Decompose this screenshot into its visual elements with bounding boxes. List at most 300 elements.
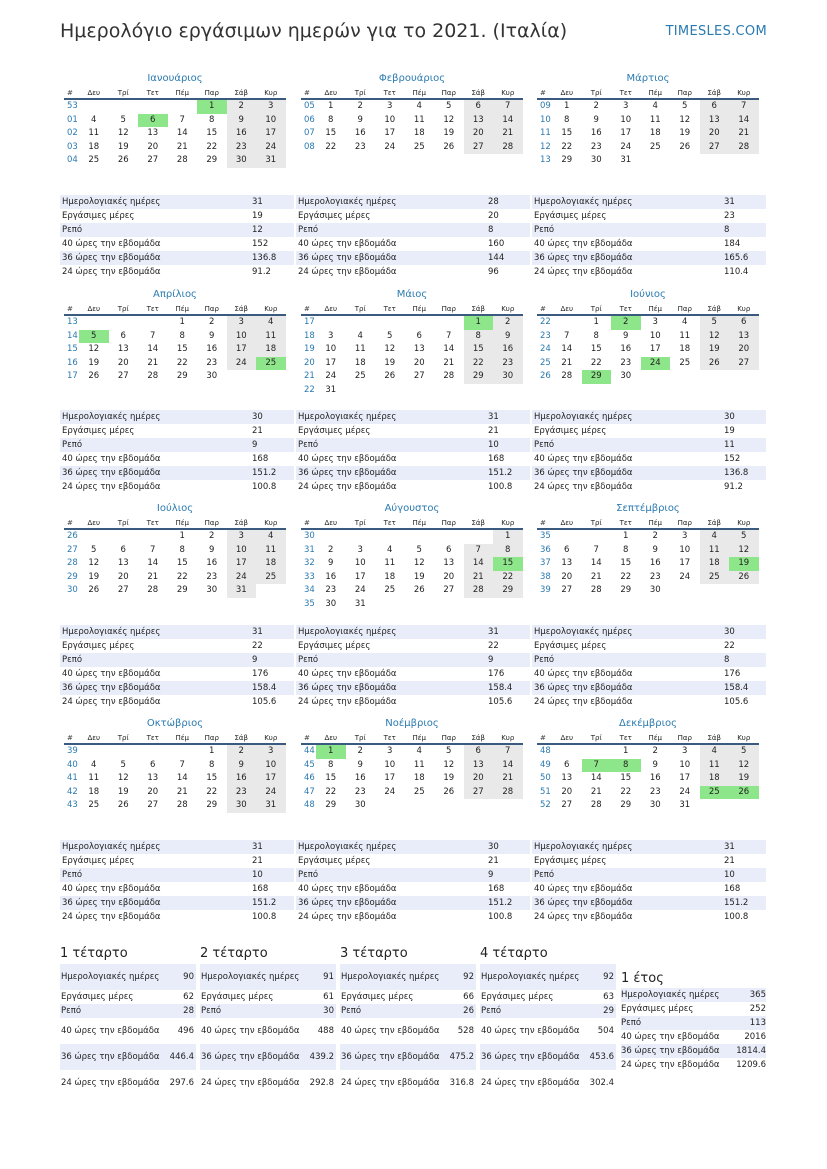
calendar-day[interactable]: 4 (256, 316, 286, 330)
calendar-day[interactable]: 15 (620, 558, 632, 568)
calendar-day[interactable]: 6 (416, 330, 422, 341)
calendar-day[interactable]: 18 (88, 141, 100, 152)
calendar-day[interactable]: 7 (593, 544, 599, 555)
calendar-day[interactable]: 17 (649, 344, 661, 354)
calendar-day[interactable]: 20 (147, 786, 159, 797)
calendar-day[interactable]: 11 (679, 330, 691, 341)
calendar-day[interactable]: 24 (620, 141, 632, 152)
calendar-day[interactable]: 29 (206, 800, 218, 810)
calendar-day[interactable]: 10 (679, 544, 691, 555)
calendar-day[interactable]: 13 (413, 344, 425, 354)
calendar-day[interactable]: 5 (387, 330, 393, 341)
calendar-day[interactable]: 3 (682, 746, 688, 756)
calendar-day[interactable]: 27 (561, 585, 573, 595)
calendar-day[interactable]: 13 (700, 114, 730, 128)
calendar-day[interactable]: 21 (176, 786, 188, 797)
calendar-day[interactable]: 11 (384, 558, 396, 568)
calendar-day[interactable]: 10 (384, 114, 396, 125)
calendar-day[interactable]: 25 (256, 571, 286, 585)
calendar-day[interactable]: 23 (590, 141, 602, 152)
calendar-day[interactable]: 4 (416, 746, 422, 756)
calendar-day[interactable]: 6 (150, 759, 156, 770)
calendar-day[interactable]: 13 (561, 558, 573, 568)
calendar-day[interactable]: 11 (256, 330, 286, 344)
calendar-day[interactable]: 27 (464, 786, 494, 800)
calendar-day[interactable]: 22 (325, 786, 337, 797)
calendar-day[interactable]: 7 (564, 330, 570, 341)
calendar-day[interactable]: 26 (679, 141, 691, 152)
calendar-day[interactable]: 14 (147, 558, 159, 568)
calendar-day[interactable]: 5 (682, 101, 688, 111)
calendar-day[interactable]: 13 (147, 128, 159, 138)
calendar-day[interactable]: 10 (227, 330, 257, 344)
calendar-day[interactable]: 12 (384, 344, 396, 354)
calendar-day[interactable]: 8 (209, 114, 215, 125)
calendar-day[interactable]: 28 (729, 141, 759, 155)
calendar-day[interactable]: 18 (413, 773, 425, 783)
calendar-day[interactable]: 20 (443, 571, 455, 582)
calendar-day[interactable]: 17 (227, 343, 257, 357)
calendar-day[interactable]: 21 (590, 571, 602, 582)
calendar-day[interactable]: 31 (256, 154, 286, 168)
calendar-day[interactable]: 30 (354, 800, 366, 810)
calendar-day[interactable]: 14 (493, 114, 523, 128)
calendar-day[interactable]: 12 (443, 759, 455, 770)
calendar-day[interactable]: 20 (117, 571, 129, 582)
calendar-day[interactable]: 29 (464, 370, 494, 384)
calendar-day[interactable]: 30 (206, 585, 218, 595)
calendar-day[interactable]: 19 (88, 571, 100, 582)
calendar-day[interactable]: 17 (679, 558, 691, 568)
calendar-day[interactable]: 17 (620, 128, 632, 138)
holiday-day[interactable]: 2 (611, 316, 641, 330)
calendar-day[interactable]: 26 (384, 371, 396, 381)
calendar-day[interactable]: 24 (384, 141, 396, 152)
calendar-day[interactable]: 11 (88, 773, 100, 783)
holiday-day[interactable]: 25 (700, 786, 730, 800)
calendar-day[interactable]: 13 (443, 558, 455, 568)
calendar-day[interactable]: 2 (593, 101, 599, 111)
calendar-day[interactable]: 1 (564, 101, 570, 111)
calendar-day[interactable]: 26 (88, 371, 100, 381)
calendar-day[interactable]: 20 (729, 343, 759, 357)
calendar-day[interactable]: 4 (387, 544, 393, 555)
calendar-day[interactable]: 16 (325, 571, 337, 582)
calendar-day[interactable]: 1 (593, 317, 599, 327)
calendar-day[interactable]: 27 (561, 800, 573, 810)
calendar-day[interactable]: 16 (354, 128, 366, 138)
calendar-day[interactable]: 18 (384, 571, 396, 582)
calendar-day[interactable]: 7 (150, 544, 156, 555)
calendar-day[interactable]: 20 (413, 357, 425, 368)
calendar-day[interactable]: 28 (147, 371, 159, 381)
calendar-day[interactable]: 12 (679, 114, 691, 125)
calendar-day[interactable]: 19 (384, 357, 396, 368)
calendar-day[interactable]: 26 (700, 357, 730, 371)
calendar-day[interactable]: 19 (700, 343, 730, 357)
holiday-day[interactable]: 19 (729, 557, 759, 571)
calendar-day[interactable]: 30 (620, 371, 632, 381)
calendar-day[interactable]: 4 (700, 530, 730, 544)
calendar-day[interactable]: 24 (679, 571, 691, 582)
calendar-day[interactable]: 13 (464, 759, 494, 773)
calendar-day[interactable]: 27 (117, 585, 129, 595)
calendar-day[interactable]: 5 (700, 316, 730, 330)
calendar-day[interactable]: 2 (209, 317, 215, 327)
calendar-day[interactable]: 18 (256, 557, 286, 571)
holiday-day[interactable]: 25 (256, 357, 286, 371)
calendar-day[interactable]: 6 (729, 316, 759, 330)
calendar-day[interactable]: 6 (120, 544, 126, 555)
calendar-day[interactable]: 1 (209, 746, 215, 756)
calendar-day[interactable]: 26 (729, 571, 759, 585)
calendar-day[interactable]: 7 (179, 759, 185, 770)
holiday-day[interactable]: 24 (641, 357, 671, 371)
calendar-day[interactable]: 31 (354, 598, 366, 609)
calendar-day[interactable]: 24 (354, 585, 366, 595)
calendar-day[interactable]: 24 (384, 786, 396, 797)
calendar-day[interactable]: 2 (328, 544, 334, 555)
calendar-day[interactable]: 15 (590, 344, 602, 354)
calendar-day[interactable]: 22 (620, 786, 632, 797)
calendar-day[interactable]: 29 (176, 585, 188, 595)
calendar-day[interactable]: 10 (256, 759, 286, 773)
calendar-day[interactable]: 27 (729, 357, 759, 371)
calendar-day[interactable]: 25 (354, 371, 366, 381)
calendar-day[interactable]: 20 (464, 127, 494, 141)
holiday-day[interactable]: 8 (611, 759, 641, 773)
calendar-day[interactable]: 19 (443, 128, 455, 138)
calendar-day[interactable]: 19 (117, 141, 129, 152)
calendar-day[interactable]: 12 (117, 773, 129, 783)
calendar-day[interactable]: 30 (325, 598, 337, 609)
calendar-day[interactable]: 29 (620, 585, 632, 595)
calendar-day[interactable]: 16 (649, 558, 661, 568)
calendar-day[interactable]: 16 (206, 558, 218, 568)
calendar-day[interactable]: 22 (561, 141, 573, 152)
holiday-day[interactable]: 1 (464, 316, 494, 330)
calendar-day[interactable]: 30 (227, 799, 257, 813)
calendar-day[interactable]: 16 (206, 344, 218, 354)
calendar-day[interactable]: 14 (561, 344, 573, 354)
calendar-day[interactable]: 2 (227, 745, 257, 759)
calendar-day[interactable]: 9 (227, 759, 257, 773)
calendar-day[interactable]: 17 (256, 127, 286, 141)
calendar-day[interactable]: 7 (179, 114, 185, 125)
calendar-day[interactable]: 28 (147, 585, 159, 595)
calendar-day[interactable]: 31 (679, 800, 691, 810)
calendar-day[interactable]: 7 (464, 544, 494, 558)
calendar-day[interactable]: 19 (729, 772, 759, 786)
calendar-day[interactable]: 1 (179, 531, 185, 541)
calendar-day[interactable]: 8 (564, 114, 570, 125)
calendar-day[interactable]: 12 (729, 544, 759, 558)
calendar-day[interactable]: 5 (446, 101, 452, 111)
calendar-day[interactable]: 1 (493, 530, 523, 544)
calendar-day[interactable]: 30 (649, 800, 661, 810)
calendar-day[interactable]: 8 (179, 544, 185, 555)
calendar-day[interactable]: 14 (729, 114, 759, 128)
calendar-day[interactable]: 14 (147, 344, 159, 354)
calendar-day[interactable]: 17 (679, 773, 691, 783)
calendar-day[interactable]: 10 (256, 114, 286, 128)
calendar-day[interactable]: 14 (176, 773, 188, 783)
calendar-day[interactable]: 28 (464, 584, 494, 598)
calendar-day[interactable]: 4 (416, 101, 422, 111)
calendar-day[interactable]: 8 (623, 544, 629, 555)
calendar-day[interactable]: 3 (256, 100, 286, 114)
calendar-day[interactable]: 19 (413, 571, 425, 582)
calendar-day[interactable]: 8 (593, 330, 599, 341)
calendar-day[interactable]: 27 (147, 155, 159, 165)
calendar-day[interactable]: 26 (443, 786, 455, 797)
calendar-day[interactable]: 27 (700, 141, 730, 155)
calendar-day[interactable]: 23 (620, 357, 632, 368)
calendar-day[interactable]: 9 (593, 114, 599, 125)
calendar-day[interactable]: 15 (561, 128, 573, 138)
calendar-day[interactable]: 21 (147, 571, 159, 582)
calendar-day[interactable]: 25 (88, 800, 100, 810)
calendar-day[interactable]: 4 (256, 530, 286, 544)
calendar-day[interactable]: 30 (227, 154, 257, 168)
holiday-day[interactable]: 29 (582, 370, 612, 384)
calendar-day[interactable]: 23 (354, 141, 366, 152)
calendar-day[interactable]: 30 (206, 371, 218, 381)
calendar-day[interactable]: 9 (209, 544, 215, 555)
calendar-day[interactable]: 12 (729, 759, 759, 773)
calendar-day[interactable]: 28 (590, 585, 602, 595)
calendar-day[interactable]: 2 (209, 531, 215, 541)
calendar-day[interactable]: 7 (493, 745, 523, 759)
calendar-day[interactable]: 15 (325, 128, 337, 138)
calendar-day[interactable]: 12 (117, 128, 129, 138)
calendar-day[interactable]: 7 (729, 100, 759, 114)
calendar-day[interactable]: 13 (147, 773, 159, 783)
calendar-day[interactable]: 13 (117, 558, 129, 568)
calendar-day[interactable]: 31 (256, 799, 286, 813)
holiday-day[interactable]: 15 (493, 557, 523, 571)
holiday-day[interactable]: 1 (316, 745, 346, 759)
calendar-day[interactable]: 4 (652, 101, 658, 111)
calendar-day[interactable]: 5 (416, 544, 422, 555)
calendar-day[interactable]: 21 (176, 141, 188, 152)
calendar-day[interactable]: 6 (464, 745, 494, 759)
calendar-day[interactable]: 6 (564, 759, 570, 770)
calendar-day[interactable]: 10 (679, 759, 691, 770)
calendar-day[interactable]: 21 (493, 772, 523, 786)
calendar-day[interactable]: 11 (413, 759, 425, 770)
calendar-day[interactable]: 6 (700, 100, 730, 114)
calendar-day[interactable]: 22 (464, 357, 494, 371)
holiday-day[interactable]: 5 (79, 330, 109, 344)
calendar-day[interactable]: 2 (227, 100, 257, 114)
calendar-day[interactable]: 3 (328, 330, 334, 341)
calendar-day[interactable]: 3 (623, 101, 629, 111)
calendar-day[interactable]: 15 (176, 558, 188, 568)
calendar-day[interactable]: 25 (700, 571, 730, 585)
calendar-day[interactable]: 2 (357, 101, 363, 111)
calendar-day[interactable]: 17 (325, 357, 337, 368)
calendar-day[interactable]: 3 (387, 101, 393, 111)
calendar-day[interactable]: 17 (384, 773, 396, 783)
calendar-day[interactable]: 11 (649, 114, 661, 125)
calendar-day[interactable]: 3 (682, 531, 688, 541)
calendar-day[interactable]: 27 (117, 371, 129, 381)
calendar-day[interactable]: 28 (493, 786, 523, 800)
calendar-day[interactable]: 13 (117, 344, 129, 354)
calendar-day[interactable]: 14 (443, 344, 455, 354)
calendar-day[interactable]: 9 (652, 544, 658, 555)
calendar-day[interactable]: 24 (325, 371, 337, 381)
calendar-day[interactable]: 18 (679, 344, 691, 354)
calendar-day[interactable]: 21 (464, 571, 494, 585)
calendar-day[interactable]: 16 (227, 127, 257, 141)
calendar-day[interactable]: 9 (357, 759, 363, 770)
calendar-day[interactable]: 19 (443, 773, 455, 783)
calendar-day[interactable]: 12 (443, 114, 455, 125)
calendar-day[interactable]: 31 (227, 584, 257, 598)
calendar-day[interactable]: 24 (227, 571, 257, 585)
holiday-day[interactable]: 1 (197, 100, 227, 114)
calendar-day[interactable]: 15 (206, 128, 218, 138)
calendar-day[interactable]: 18 (354, 357, 366, 368)
calendar-day[interactable]: 21 (493, 127, 523, 141)
calendar-day[interactable]: 20 (464, 772, 494, 786)
calendar-day[interactable]: 22 (493, 571, 523, 585)
calendar-day[interactable]: 23 (325, 585, 337, 595)
calendar-day[interactable]: 18 (649, 128, 661, 138)
calendar-day[interactable]: 21 (443, 357, 455, 368)
calendar-day[interactable]: 10 (620, 114, 632, 125)
calendar-day[interactable]: 23 (649, 786, 661, 797)
calendar-day[interactable]: 25 (413, 141, 425, 152)
calendar-day[interactable]: 20 (561, 786, 573, 797)
calendar-day[interactable]: 5 (120, 114, 126, 125)
calendar-day[interactable]: 4 (91, 759, 97, 770)
calendar-day[interactable]: 2 (493, 316, 523, 330)
calendar-day[interactable]: 31 (620, 155, 632, 165)
calendar-day[interactable]: 14 (176, 128, 188, 138)
calendar-day[interactable]: 30 (590, 155, 602, 165)
calendar-day[interactable]: 4 (682, 317, 688, 327)
calendar-day[interactable]: 11 (700, 544, 730, 558)
calendar-day[interactable]: 5 (120, 759, 126, 770)
calendar-day[interactable]: 15 (620, 773, 632, 783)
calendar-day[interactable]: 23 (227, 141, 257, 155)
calendar-day[interactable]: 22 (176, 357, 188, 368)
calendar-day[interactable]: 8 (328, 114, 334, 125)
calendar-day[interactable]: 24 (227, 357, 257, 371)
calendar-day[interactable]: 13 (464, 114, 494, 128)
calendar-day[interactable]: 13 (561, 773, 573, 783)
calendar-day[interactable]: 9 (623, 330, 629, 341)
calendar-day[interactable]: 20 (700, 127, 730, 141)
calendar-day[interactable]: 25 (679, 357, 691, 368)
calendar-day[interactable]: 23 (227, 786, 257, 800)
calendar-day[interactable]: 16 (227, 772, 257, 786)
calendar-day[interactable]: 25 (413, 786, 425, 797)
calendar-day[interactable]: 23 (493, 357, 523, 371)
calendar-day[interactable]: 4 (357, 330, 363, 341)
calendar-day[interactable]: 28 (176, 155, 188, 165)
calendar-day[interactable]: 11 (88, 128, 100, 138)
calendar-day[interactable]: 14 (590, 558, 602, 568)
calendar-day[interactable]: 17 (384, 128, 396, 138)
calendar-day[interactable]: 22 (176, 571, 188, 582)
calendar-day[interactable]: 24 (679, 786, 691, 797)
calendar-day[interactable]: 11 (700, 759, 730, 773)
calendar-day[interactable]: 13 (729, 330, 759, 344)
calendar-day[interactable]: 22 (206, 141, 218, 152)
calendar-day[interactable]: 23 (206, 357, 218, 368)
calendar-day[interactable]: 3 (652, 317, 658, 327)
calendar-day[interactable]: 16 (590, 128, 602, 138)
calendar-day[interactable]: 1 (623, 531, 629, 541)
calendar-day[interactable]: 23 (354, 786, 366, 797)
calendar-day[interactable]: 4 (700, 745, 730, 759)
calendar-day[interactable]: 14 (493, 759, 523, 773)
calendar-day[interactable]: 27 (147, 800, 159, 810)
calendar-day[interactable]: 3 (387, 746, 393, 756)
calendar-day[interactable]: 27 (413, 371, 425, 381)
calendar-day[interactable]: 16 (493, 343, 523, 357)
calendar-day[interactable]: 22 (325, 141, 337, 152)
calendar-day[interactable]: 11 (413, 114, 425, 125)
calendar-day[interactable]: 22 (590, 357, 602, 368)
calendar-day[interactable]: 20 (117, 357, 129, 368)
calendar-day[interactable]: 27 (443, 585, 455, 595)
calendar-day[interactable]: 24 (256, 141, 286, 155)
calendar-day[interactable]: 28 (443, 371, 455, 381)
calendar-day[interactable]: 28 (561, 371, 573, 381)
calendar-day[interactable]: 26 (88, 585, 100, 595)
calendar-day[interactable]: 16 (354, 773, 366, 783)
calendar-day[interactable]: 30 (493, 370, 523, 384)
calendar-day[interactable]: 31 (325, 384, 337, 395)
calendar-day[interactable]: 27 (464, 141, 494, 155)
calendar-day[interactable]: 18 (413, 128, 425, 138)
calendar-day[interactable]: 29 (620, 800, 632, 810)
calendar-day[interactable]: 12 (413, 558, 425, 568)
calendar-day[interactable]: 14 (590, 773, 602, 783)
calendar-day[interactable]: 23 (206, 571, 218, 582)
calendar-day[interactable]: 18 (256, 343, 286, 357)
calendar-day[interactable]: 18 (88, 786, 100, 797)
calendar-day[interactable]: 8 (179, 330, 185, 341)
calendar-day[interactable]: 26 (117, 155, 129, 165)
calendar-day[interactable]: 15 (206, 773, 218, 783)
calendar-day[interactable]: 17 (227, 557, 257, 571)
calendar-day[interactable]: 9 (357, 114, 363, 125)
calendar-day[interactable]: 7 (446, 330, 452, 341)
calendar-day[interactable]: 25 (649, 141, 661, 152)
calendar-day[interactable]: 14 (464, 557, 494, 571)
calendar-day[interactable]: 11 (354, 344, 366, 354)
calendar-day[interactable]: 6 (564, 544, 570, 555)
calendar-day[interactable]: 20 (561, 571, 573, 582)
calendar-day[interactable]: 25 (384, 585, 396, 595)
calendar-day[interactable]: 15 (176, 344, 188, 354)
calendar-day[interactable]: 6 (446, 544, 452, 555)
calendar-day[interactable]: 17 (354, 571, 366, 582)
calendar-day[interactable]: 9 (209, 330, 215, 341)
calendar-day[interactable]: 26 (413, 585, 425, 595)
calendar-day[interactable]: 1 (623, 746, 629, 756)
calendar-day[interactable]: 22 (620, 571, 632, 582)
holiday-day[interactable]: 6 (138, 114, 168, 128)
calendar-day[interactable]: 19 (88, 357, 100, 368)
calendar-day[interactable]: 3 (256, 745, 286, 759)
